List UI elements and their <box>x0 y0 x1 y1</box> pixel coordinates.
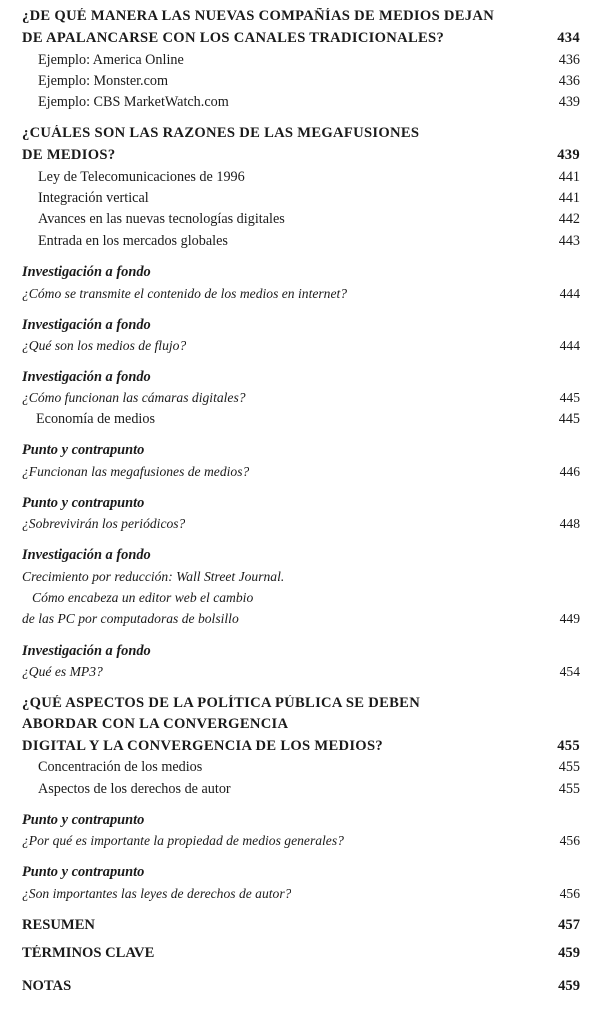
toc-entry <box>22 390 580 406</box>
toc-entry-page: 445 <box>558 411 580 427</box>
toc-entry <box>22 94 580 111</box>
toc-entry-page: 446 <box>559 464 580 479</box>
toc-entry-title: Avances en las nuevas tecnologías digitales <box>38 211 285 227</box>
toc-entry <box>22 738 580 755</box>
toc-entry-title: ¿Por qué es importante la propiedad de medios generales? <box>22 833 344 848</box>
toc-entry <box>22 30 580 47</box>
toc-entry <box>22 781 580 798</box>
toc-entry <box>22 190 580 207</box>
toc-entry-page: 448 <box>559 516 580 531</box>
toc-entry-title: ¿Sobrevivirán los periódicos? <box>22 516 186 531</box>
toc-entry <box>22 495 580 512</box>
toc-entry-title: de las PC por computadoras de bolsillo <box>22 611 239 626</box>
toc-entry <box>22 516 580 532</box>
toc-entry-page: 436 <box>558 52 580 68</box>
toc-entry <box>22 233 580 250</box>
toc-entry <box>22 917 580 934</box>
toc-entry <box>22 569 580 585</box>
toc-entry-page: 434 <box>557 30 580 46</box>
toc-entry-title: ¿Qué es MP3? <box>22 664 103 679</box>
toc-entry <box>22 125 580 142</box>
toc-entry-title: Punto y contrapunto <box>22 495 145 511</box>
toc-entry-title: Ley de Telecomunicaciones de 1996 <box>38 169 245 185</box>
toc-entry <box>22 759 580 776</box>
toc-entry-page: 443 <box>558 233 580 249</box>
toc-entry <box>22 886 580 902</box>
toc-entry-page: 459 <box>558 945 580 961</box>
toc-entry <box>22 812 580 829</box>
toc-entry <box>22 590 580 606</box>
toc-entry-page: 441 <box>558 190 580 206</box>
toc-entry-title: Cómo encabeza un editor web el cambio <box>32 590 254 605</box>
toc-entry <box>22 73 580 90</box>
toc-entry <box>22 695 580 712</box>
toc-entry-title: Ejemplo: CBS MarketWatch.com <box>38 94 229 110</box>
toc-entry-title: Integración vertical <box>38 190 149 206</box>
toc-entry-title: Investigación a fondo <box>22 317 151 333</box>
toc-entry <box>22 442 580 459</box>
toc-entry-page: 436 <box>558 73 580 89</box>
toc-entry-page: 439 <box>557 147 580 163</box>
toc-entry <box>22 464 580 480</box>
toc-entry-title: Investigación a fondo <box>22 643 151 659</box>
toc-entry <box>22 611 580 627</box>
toc-entry-page: 445 <box>559 390 580 405</box>
toc-entry-page: 442 <box>558 211 580 227</box>
toc-entry <box>22 547 580 564</box>
toc-entry <box>22 643 580 660</box>
toc-entry-title: ¿CUÁLES SON LAS RAZONES DE LAS MEGAFUSIONES <box>22 125 420 141</box>
toc-entry <box>22 664 580 680</box>
toc-entry <box>22 169 580 186</box>
toc-entry <box>22 945 580 962</box>
toc-entry <box>22 833 580 849</box>
toc-entry <box>22 286 580 302</box>
toc-entry-page: 459 <box>558 978 580 994</box>
toc-entry-page: 455 <box>558 759 580 775</box>
toc-entry-title: TÉRMINOS CLAVE <box>22 945 155 961</box>
toc-entry-title: Entrada en los mercados globales <box>38 233 228 249</box>
toc-entry-title: Punto y contrapunto <box>22 812 145 828</box>
toc-entry-title: Punto y contrapunto <box>22 442 145 458</box>
toc-entry-title: DIGITAL Y LA CONVERGENCIA DE LOS MEDIOS? <box>22 738 383 754</box>
toc-entry-title: Aspectos de los derechos de autor <box>38 781 231 797</box>
toc-entry-title: DE APALANCARSE CON LOS CANALES TRADICIONALES? <box>22 30 445 46</box>
toc-entry <box>22 317 580 334</box>
toc-entry <box>22 8 580 25</box>
toc-entry <box>22 338 580 354</box>
toc-entry-page: 444 <box>559 338 580 353</box>
toc-entry-title: Crecimiento por reducción: Wall Street Journal. <box>22 569 285 584</box>
toc-entry-title: ¿Qué son los medios de flujo? <box>22 338 187 353</box>
toc-entry-page: 454 <box>559 664 580 679</box>
toc-entry-title: ¿Cómo funcionan las cámaras digitales? <box>22 390 246 405</box>
toc-entry <box>22 211 580 228</box>
toc-entry <box>22 864 580 881</box>
toc-entry-page: 439 <box>558 94 580 110</box>
toc-entry <box>22 147 580 164</box>
toc-entry-title: Ejemplo: Monster.com <box>38 73 169 89</box>
toc-entry <box>22 52 580 69</box>
toc-entry <box>22 978 580 995</box>
toc-entry-page: 455 <box>558 781 580 797</box>
toc-entry-page: 449 <box>559 611 580 626</box>
toc-entry-title: Concentración de los medios <box>38 759 203 775</box>
toc-entry-page: 444 <box>559 286 580 301</box>
toc-entry-title: ¿QUÉ ASPECTOS DE LA POLÍTICA PÚBLICA SE DEBEN <box>22 695 421 711</box>
toc-entry-page: 456 <box>559 833 580 848</box>
toc-entry-title: ¿Cómo se transmite el contenido de los medios en internet? <box>22 286 348 301</box>
toc-entry <box>22 369 580 386</box>
toc-entry-title: Investigación a fondo <box>22 264 151 280</box>
toc-entry-title: RESUMEN <box>22 917 95 933</box>
toc-entry-title: ¿Funcionan las megafusiones de medios? <box>22 464 250 479</box>
toc-entry-page: 455 <box>557 738 580 754</box>
toc-entry-page: 441 <box>558 169 580 185</box>
toc-entry-title: Ejemplo: America Online <box>38 52 184 68</box>
toc-entry-title: ¿DE QUÉ MANERA LAS NUEVAS COMPAÑÍAS DE MEDIOS DEJAN <box>22 8 495 24</box>
toc-entry <box>22 264 580 281</box>
toc-entry-title: NOTAS <box>22 978 72 994</box>
toc-entry-title: DE MEDIOS? <box>22 147 116 163</box>
toc-entry-title: Investigación a fondo <box>22 369 151 385</box>
toc-entry <box>22 411 580 428</box>
toc-entry-title: ABORDAR CON LA CONVERGENCIA <box>22 716 289 732</box>
toc-entry-title: Economía de medios <box>36 411 155 427</box>
toc-entry-title: ¿Son importantes las leyes de derechos de autor? <box>22 886 292 901</box>
toc-entry <box>22 716 580 733</box>
toc-entry-title: Investigación a fondo <box>22 547 151 563</box>
toc-entry-title: Punto y contrapunto <box>22 864 145 880</box>
toc-entry-page: 457 <box>558 917 580 933</box>
toc-entry-page: 456 <box>559 886 580 901</box>
